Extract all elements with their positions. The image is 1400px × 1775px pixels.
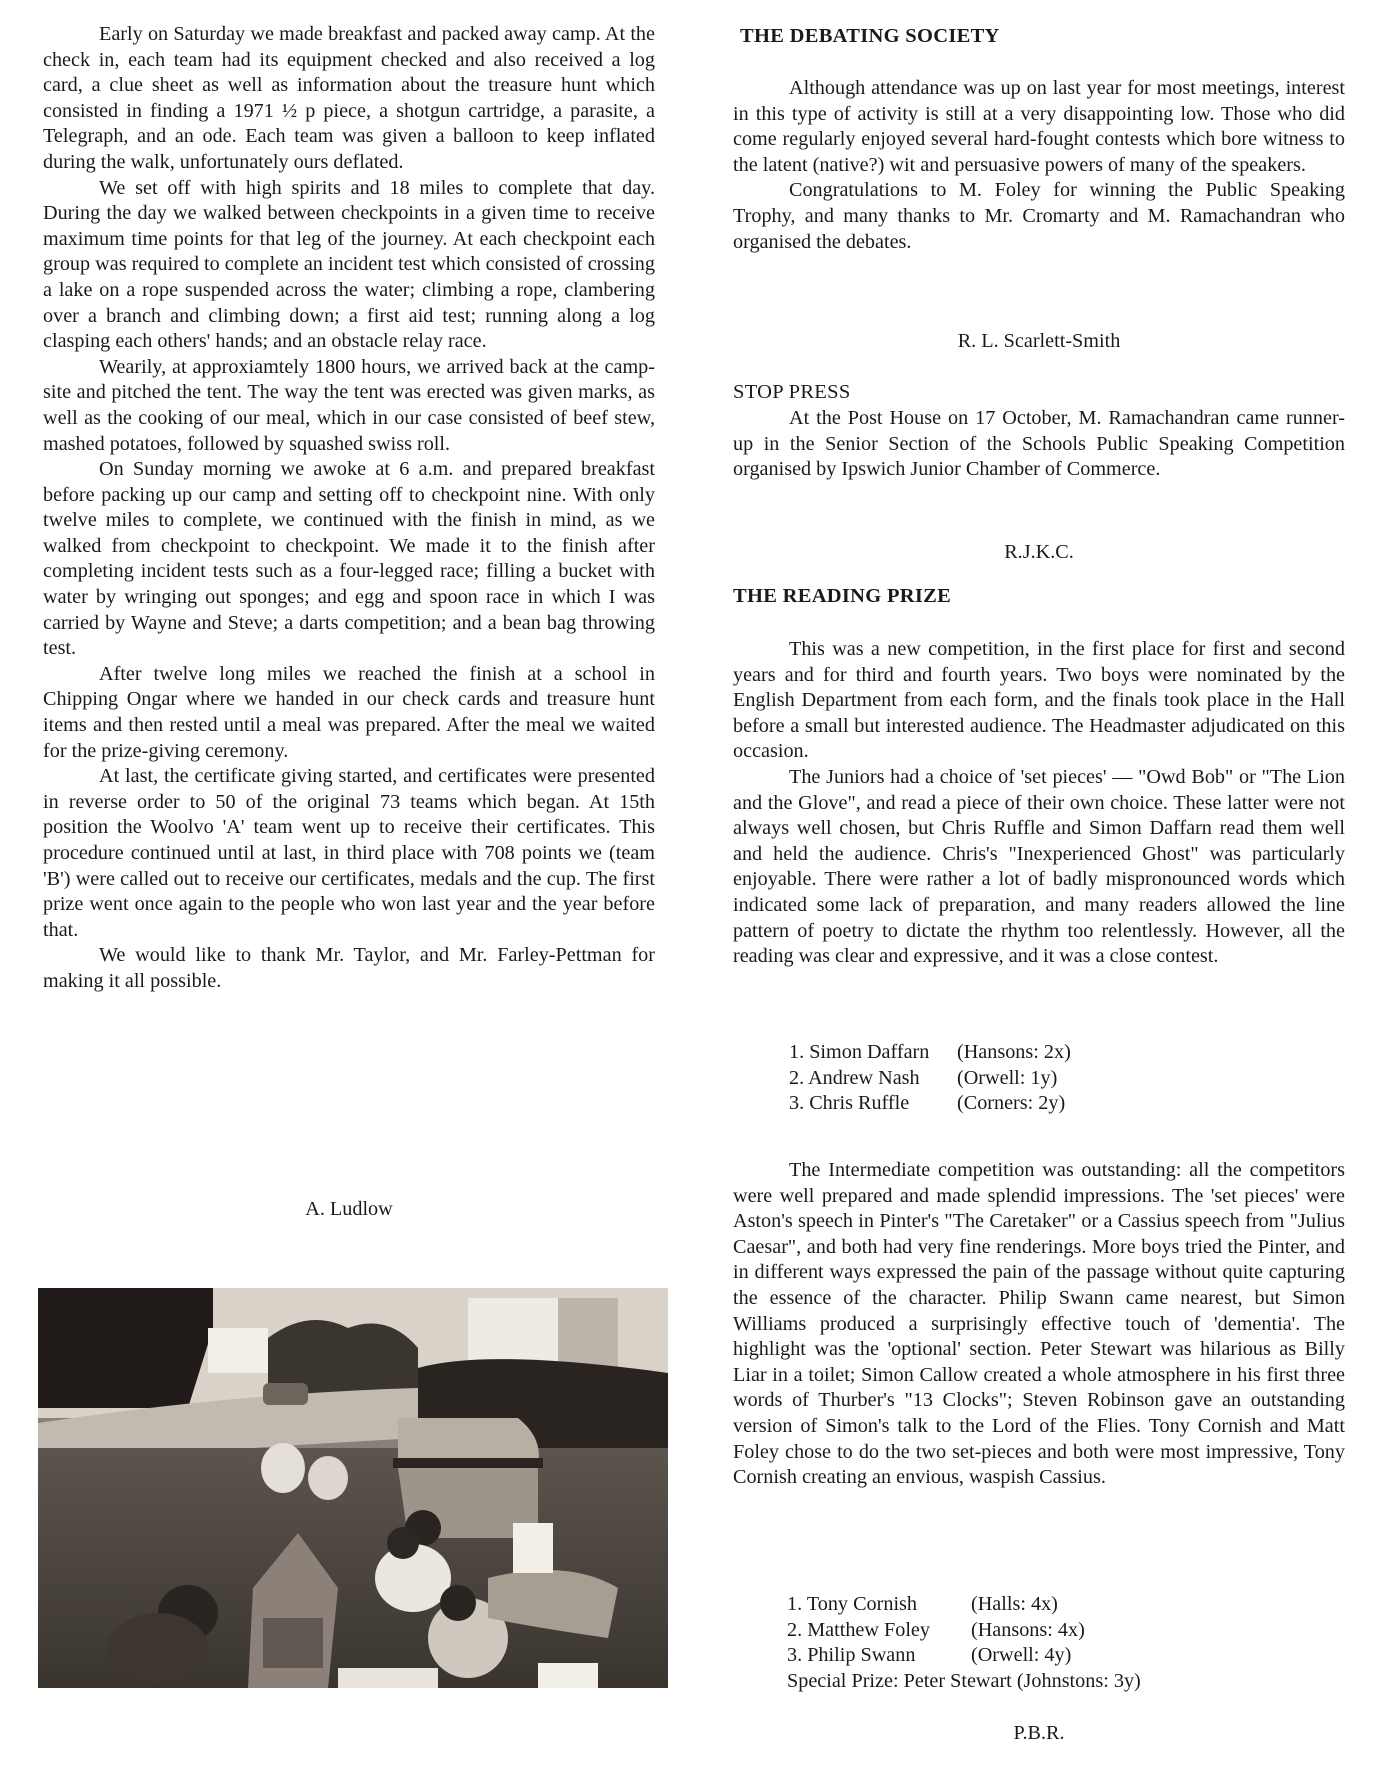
result-house: (Hansons: 2x) [957,1041,1071,1063]
result-name: 1. Simon Daffarn [789,1041,930,1063]
debating-society-body [733,76,1345,255]
result-house: (Orwell: 1y) [957,1066,1058,1089]
result-row [787,1592,1141,1618]
reading-prize-intermediate-body [733,1158,1345,1491]
article-paragraph: We set off with high spirits and 18 miles to complete that day. During the day we walked between checkpoints in a given time to receive maximum time points for that leg of the journey. At each checkpoint each group was required to complete an incident test which consisted of crossing a lake on a rope suspended across the water; climbing a rope, clambering over a branch and climbing down; a first aid test; running along a log clasping each others' hands; and an obstacle relay race. [43,176,655,353]
article-paragraph: This was a new competition, in the first place for first and second years and for third and fourth years. Two boys were nominated by the English Department from each form, and the finals took place in the Hall before a small but interested audience. The Headmaster adjudicated on this occasion. [733,638,1345,763]
author-signature: R.J.K.C. [1004,541,1074,563]
result-name: 1. Tony Cornish [787,1593,918,1615]
section-heading-reading-prize: THE READING PRIZE [733,585,952,607]
camp-photograph [38,1288,668,1688]
result-house: (Orwell: 4y) [971,1644,1072,1667]
intermediate-results-list [787,1592,1141,1694]
result-name: 2. Andrew Nash [789,1066,920,1089]
result-name: 2. Matthew Foley [787,1618,930,1641]
photo-illustration [38,1288,668,1688]
result-row [789,1091,1071,1117]
article-paragraph: We would like to thank Mr. Taylor, and Mr. Farley-Pettman for making it all possible. [43,944,655,992]
special-prize: Special Prize: Peter Stewart (Johnstons: 3y) [787,1669,1141,1692]
article-paragraph: At last, the certificate giving started, and certificates were presented in reverse order to 50 of the original 73 teams which began. At 15th position the Woolvo 'A' team went up to receive their certificates. This procedure continued until at last, in third place with 708 points we (team 'B') were called out to receive our certificates, medals and the cup. The first prize went once again to the people who won last year and the year before that. [43,765,655,941]
result-name: 3. Philip Swann [787,1644,916,1667]
section-heading-stop-press: STOP PRESS [733,381,851,403]
article-paragraph: On Sunday morning we awoke at 6 a.m. and prepared breakfast before packing up our camp and setting off to checkpoint nine. With only twelve miles to complete, we continued with the finish in mind, as we walked from checkpoint to checkpoint. We made it to the finish after completing incident tests such as a four-legged race; filling a bucket with water by wringing out sponges; and egg and spoon race in which I was carried by Wayne and Steve; a darts competition; and a bean bag throwing test. [43,458,655,660]
result-name: 3. Chris Ruffle [789,1092,910,1115]
section-heading-debating-society: THE DEBATING SOCIETY [740,25,1000,47]
result-row [787,1618,1141,1644]
result-row [789,1066,1071,1092]
article-paragraph: The Juniors had a choice of 'set pieces' — "Owd Bob" or "The Lion and the Glove", and read a piece of their own choice. These latter were not always well chosen, but Chris Ruffle and Simon Daffarn read them well and held the audience. Chris's "Inexperienced Ghost" was particularly enjoyable. There were rather a lot of badly mispronounced words which indicated some lack of preparation, and many readers allowed the line pattern of poetry to dictate the rhythm too relentlessly. However, all the reading was clear and expressive, and it was a close contest. [733,765,1345,968]
author-signature: A. Ludlow [305,1198,393,1220]
junior-results-list [789,1040,1071,1117]
result-house: (Hansons: 4x) [971,1618,1085,1641]
result-row [789,1040,1071,1066]
result-house: (Halls: 4x) [971,1593,1058,1615]
author-signature: R. L. Scarlett-Smith [957,330,1121,352]
article-paragraph: Although attendance was up on last year for most meetings, interest in this type of activity is still at a very disappointing low. Those who did come regularly enjoyed several hard-fought contests which bore witness to the latent (native?) wit and persuasive powers of many of the speakers. [733,77,1345,176]
reading-prize-junior-body [733,637,1345,970]
article-paragraph: Wearily, at approxiamtely 1800 hours, we arrived back at the camp-site and pitched the tent. The way the tent was erected was given marks, as well as the cooking of our meal, which in our case consisted of beef stew, mashed potatoes, followed by squashed swiss roll. [43,355,655,455]
article-paragraph: After twelve long miles we reached the finish at a school in Chipping Ongar where we handed in our check cards and treasure hunt items and then rested until a meal was prepared. After the meal we waited for the prize-giving ceremony. [43,662,655,762]
result-house: (Corners: 2y) [957,1092,1066,1115]
article-paragraph: Congratulations to M. Foley for winning the Public Speaking Trophy, and many thanks to Mr. Cromarty and M. Ramachandran who organised the debates. [733,179,1345,253]
result-row [787,1643,1141,1669]
article-paragraph: Early on Saturday we made breakfast and packed away camp. At the check in, each team had its equipment checked and also received a log card, a clue sheet as well as information about the treasure hunt which consisted in finding a 1971 ½ p piece, a shotgun cartridge, a parasite, a Telegraph, and an ode. Each team was given a balloon to keep inflated during the walk, unfortunately ours deflated. [43,23,655,173]
article-paragraph: At the Post House on 17 October, M. Ramachandran came runner-up in the Senior Section of the Schools Public Speaking Competition organised by Ipswich Junior Chamber of Commerce. [733,407,1345,481]
left-article [43,22,655,995]
stop-press-body [733,406,1345,483]
article-paragraph: The Intermediate competition was outstanding: all the competitors were well prepared and made splendid impressions. The 'set pieces' were Aston's speech in Pinter's "The Caretaker" or a Cassius speech from "Julius Caesar", and both had very fine renderings. More boys tried the Pinter, and in different ways expressed the pain of the passage without quite capturing the essence of the character. Philip Swann came nearest, but Simon Williams produced a surprisingly effective touch of 'dementia'. The highlight was the 'optional' section. Peter Stewart was hilarious as Billy Liar in a toilet; Simon Callow created a whole atmosphere in his first three words of Thurber's "13 Clocks"; Steven Robinson gave an outstanding version of Simon's talk to the Lord of the Flies. Tony Cornish and Matt Foley chose to do the two set-pieces and both were most impressive, Tony Cornish creating an envious, waspish Cassius. [733,1159,1345,1489]
author-signature: P.B.R. [1013,1722,1065,1744]
